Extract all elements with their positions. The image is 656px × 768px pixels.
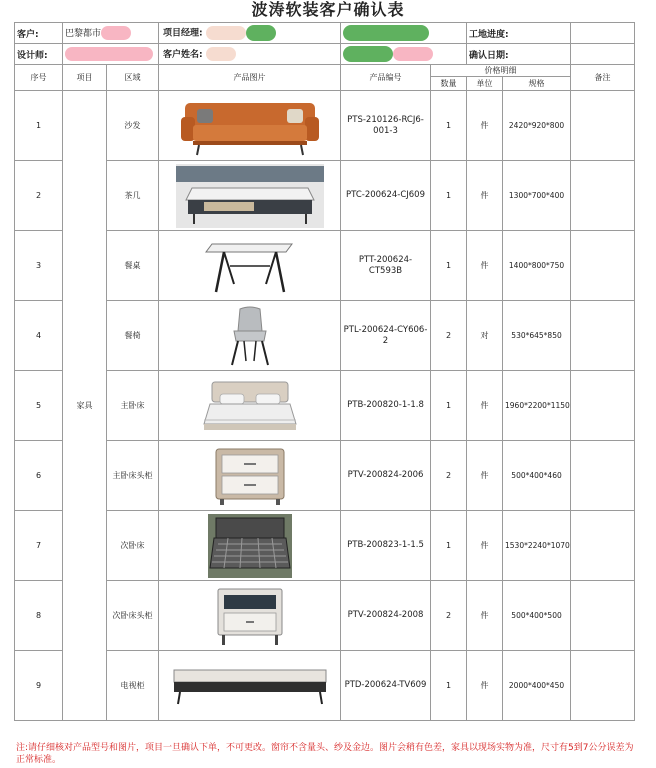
manager-label-cell <box>159 23 341 44</box>
col-image: 产品图片 <box>159 65 341 91</box>
column-header-row-1 <box>15 65 635 77</box>
manager-label: 项目经理: <box>163 28 203 39</box>
row-remark <box>571 511 635 581</box>
row-qty: 1 <box>431 651 467 721</box>
coffee-table-icon <box>176 164 324 228</box>
row-unit: 件 <box>467 581 503 651</box>
tv-cabinet-icon <box>170 664 330 708</box>
row-qty: 2 <box>431 441 467 511</box>
row-image <box>159 581 341 651</box>
row-spec: 1300*700*400 <box>503 161 571 231</box>
table-row <box>15 511 635 581</box>
table-row <box>15 91 635 161</box>
row-no: 9 <box>15 651 63 721</box>
row-spec: 2000*400*450 <box>503 651 571 721</box>
table-row <box>15 371 635 441</box>
row-remark <box>571 91 635 161</box>
row-area: 茶几 <box>107 161 159 231</box>
row-unit: 件 <box>467 371 503 441</box>
row-image <box>159 651 341 721</box>
row-qty: 1 <box>431 91 467 161</box>
redaction-mark <box>343 25 429 41</box>
row-code: PTT-200624-CT593B <box>341 231 431 301</box>
row-spec: 2420*920*800 <box>503 91 571 161</box>
row-remark <box>571 651 635 721</box>
row-area: 餐桌 <box>107 231 159 301</box>
group-cell: 家具 <box>63 91 107 721</box>
row-no: 1 <box>15 91 63 161</box>
redaction-mark <box>65 47 153 61</box>
row-unit: 件 <box>467 231 503 301</box>
row-no: 7 <box>15 511 63 581</box>
redaction-mark <box>393 47 433 61</box>
page-title: 波涛软装客户确认表 <box>251 0 405 19</box>
col-qty: 数量 <box>431 77 467 91</box>
row-code: PTV-200824-2006 <box>341 441 431 511</box>
row-code: PTS-210126-RCJ6-001-3 <box>341 91 431 161</box>
row-remark <box>571 581 635 651</box>
row-spec: 530*645*850 <box>503 301 571 371</box>
confirmation-table <box>14 22 635 721</box>
row-area: 次卧床 <box>107 511 159 581</box>
row-remark <box>571 301 635 371</box>
row-no: 3 <box>15 231 63 301</box>
redaction-mark <box>206 47 236 61</box>
col-unit: 单位 <box>467 77 503 91</box>
row-code: PTC-200624-CJ609 <box>341 161 431 231</box>
row-unit: 件 <box>467 511 503 581</box>
customer-name-label-cell <box>159 44 341 65</box>
row-image <box>159 301 341 371</box>
customer-label: 客户: <box>15 23 63 44</box>
row-unit: 件 <box>467 91 503 161</box>
row-no: 2 <box>15 161 63 231</box>
row-no: 4 <box>15 301 63 371</box>
row-spec: 1400*800*750 <box>503 231 571 301</box>
row-no: 6 <box>15 441 63 511</box>
row-code: PTB-200820-1-1.8 <box>341 371 431 441</box>
col-spec: 规格 <box>503 77 571 91</box>
table-row <box>15 651 635 721</box>
confirm-date-value <box>571 44 635 65</box>
table-row <box>15 161 635 231</box>
header-row-2 <box>15 44 635 65</box>
row-qty: 1 <box>431 511 467 581</box>
col-no: 序号 <box>15 65 63 91</box>
row-no: 8 <box>15 581 63 651</box>
customer-name-label: 客户姓名: <box>163 49 203 60</box>
sofa-icon <box>175 95 325 157</box>
col-code: 产品编号 <box>341 65 431 91</box>
redaction-mark <box>246 25 276 41</box>
confirm-date-label: 确认日期: <box>467 44 571 65</box>
nightstand-icon <box>210 445 290 507</box>
redaction-mark <box>101 26 131 40</box>
dining-table-icon <box>200 236 300 296</box>
col-item: 项目 <box>63 65 107 91</box>
row-no: 5 <box>15 371 63 441</box>
row-area: 沙发 <box>107 91 159 161</box>
customer-value-cell <box>63 23 159 44</box>
row-image <box>159 231 341 301</box>
row-area: 主卧床 <box>107 371 159 441</box>
progress-label: 工地进度: <box>467 23 571 44</box>
row-qty: 1 <box>431 371 467 441</box>
progress-value <box>571 23 635 44</box>
row-code: PTL-200624-CY606-2 <box>341 301 431 371</box>
row-area: 次卧床头柜 <box>107 581 159 651</box>
row-code: PTV-200824-2008 <box>341 581 431 651</box>
row-image <box>159 161 341 231</box>
row-qty: 1 <box>431 161 467 231</box>
header-row-1 <box>15 23 635 44</box>
redaction-mark <box>206 26 246 40</box>
row-code: PTB-200823-1-1.5 <box>341 511 431 581</box>
row-image <box>159 441 341 511</box>
row-qty: 2 <box>431 581 467 651</box>
table-row <box>15 231 635 301</box>
col-area: 区域 <box>107 65 159 91</box>
row-unit: 件 <box>467 651 503 721</box>
row-remark <box>571 441 635 511</box>
row-remark <box>571 231 635 301</box>
row-unit: 对 <box>467 301 503 371</box>
row-remark <box>571 161 635 231</box>
row-code: PTD-200624-TV609 <box>341 651 431 721</box>
customer-name-value-cell <box>341 44 467 65</box>
row-image <box>159 511 341 581</box>
row-remark <box>571 371 635 441</box>
row-qty: 1 <box>431 231 467 301</box>
col-detail: 价格明细 <box>431 65 571 77</box>
row-unit: 件 <box>467 441 503 511</box>
row-image <box>159 91 341 161</box>
row-area: 电视柜 <box>107 651 159 721</box>
nightstand-icon <box>212 585 288 647</box>
customer-value: 巴黎都市 <box>65 28 102 39</box>
row-image <box>159 371 341 441</box>
dining-chair-icon <box>220 305 280 367</box>
row-spec: 1530*2240*1070 <box>503 511 571 581</box>
row-area: 主卧床头柜 <box>107 441 159 511</box>
table-row <box>15 581 635 651</box>
footnote: 注:请仔细核对产品型号和图片，项目一旦确认下单，不可更改。窗帘不含量头、纱及金边。图片会稍有色差，家具以现场实物为准，尺寸有5到7公分误差为正常标准。 <box>16 743 634 765</box>
row-qty: 2 <box>431 301 467 371</box>
row-spec: 1960*2200*1150 <box>503 371 571 441</box>
manager-value-cell <box>341 23 467 44</box>
redaction-mark <box>343 46 393 62</box>
designer-label: 设计师: <box>15 44 63 65</box>
row-spec: 500*400*500 <box>503 581 571 651</box>
row-spec: 500*400*460 <box>503 441 571 511</box>
table-row <box>15 301 635 371</box>
bed-frame-icon <box>208 514 292 578</box>
table-row <box>15 441 635 511</box>
designer-value-cell <box>63 44 159 65</box>
row-unit: 件 <box>467 161 503 231</box>
row-area: 餐椅 <box>107 301 159 371</box>
col-remark: 备注 <box>571 65 635 91</box>
bed-icon <box>200 376 300 436</box>
